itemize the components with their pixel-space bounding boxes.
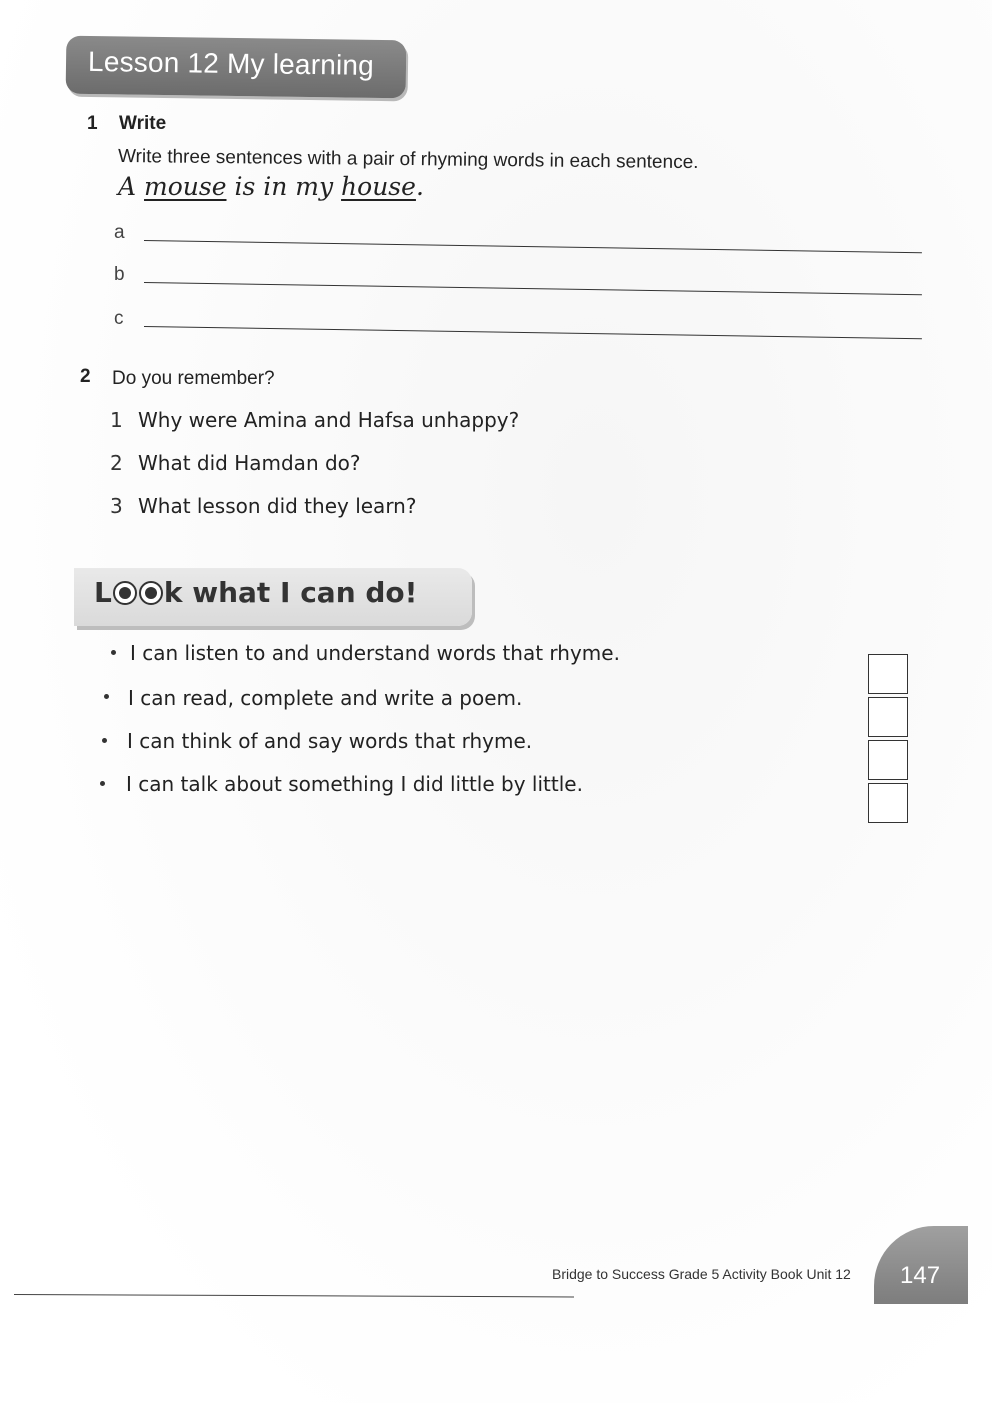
look-title-start: L — [94, 576, 112, 609]
answer-line-label: c — [114, 308, 124, 329]
answer-line-c[interactable] — [114, 308, 924, 338]
question-text: What did Hamdan do? — [138, 451, 361, 475]
bullet-icon — [104, 694, 109, 699]
can-do-item: I can read, complete and write a poem. — [128, 686, 523, 710]
question-number: 2 — [110, 451, 123, 475]
example-text: . — [415, 172, 424, 201]
bullet-icon — [102, 738, 107, 743]
look-title — [94, 576, 417, 609]
example-text: A — [118, 172, 145, 201]
answer-rule — [144, 282, 922, 295]
can-do-item: I can think of and say words that rhyme. — [127, 729, 533, 753]
q2-heading: Do you remember? — [112, 368, 275, 389]
answer-line-label: b — [114, 264, 125, 285]
checkbox-item-3[interactable] — [868, 740, 908, 780]
question-text: What lesson did they learn? — [138, 494, 417, 518]
question-item — [110, 494, 416, 518]
checkbox-item-4[interactable] — [868, 783, 908, 823]
bullet-icon — [111, 650, 116, 655]
answer-line-label: a — [114, 222, 125, 243]
example-text: is in my — [226, 172, 342, 201]
eye-icon — [113, 581, 137, 605]
question-text: Why were Amina and Hafsa unhappy? — [138, 408, 520, 432]
can-do-item: I can talk about something I did little by little. — [126, 772, 583, 796]
page-number: 147 — [900, 1262, 941, 1289]
question-number: 1 — [110, 408, 123, 432]
answer-rule — [144, 240, 922, 253]
q1-number: 1 — [87, 113, 98, 134]
eye-icon — [139, 581, 163, 605]
q1-instruction: Write three sentences with a pair of rhyming words in each sentence. — [117, 146, 699, 174]
example-rhyme-word: mouse — [144, 172, 227, 201]
lesson-banner — [66, 36, 407, 99]
q1-heading: Write — [119, 113, 167, 134]
q2-number: 2 — [80, 366, 91, 387]
footer-book-title: Bridge to Success Grade 5 Activity Book Unit 12 — [552, 1266, 851, 1282]
can-do-item: I can listen to and understand words that rhyme. — [130, 641, 620, 665]
question-item — [110, 451, 361, 475]
question-number: 3 — [110, 494, 123, 518]
checkbox-item-1[interactable] — [868, 654, 908, 694]
bullet-icon — [100, 781, 105, 786]
answer-rule — [144, 326, 922, 339]
answer-line-a[interactable] — [114, 222, 924, 252]
example-rhyme-word: house — [341, 172, 416, 201]
question-item — [110, 408, 519, 432]
look-banner — [74, 568, 472, 626]
answer-line-b[interactable] — [114, 264, 924, 294]
checkbox-item-2[interactable] — [868, 697, 908, 737]
example-sentence — [118, 172, 424, 201]
look-title-end: k what I can do! — [163, 576, 418, 609]
lesson-title: Lesson 12 My learning — [87, 45, 375, 81]
